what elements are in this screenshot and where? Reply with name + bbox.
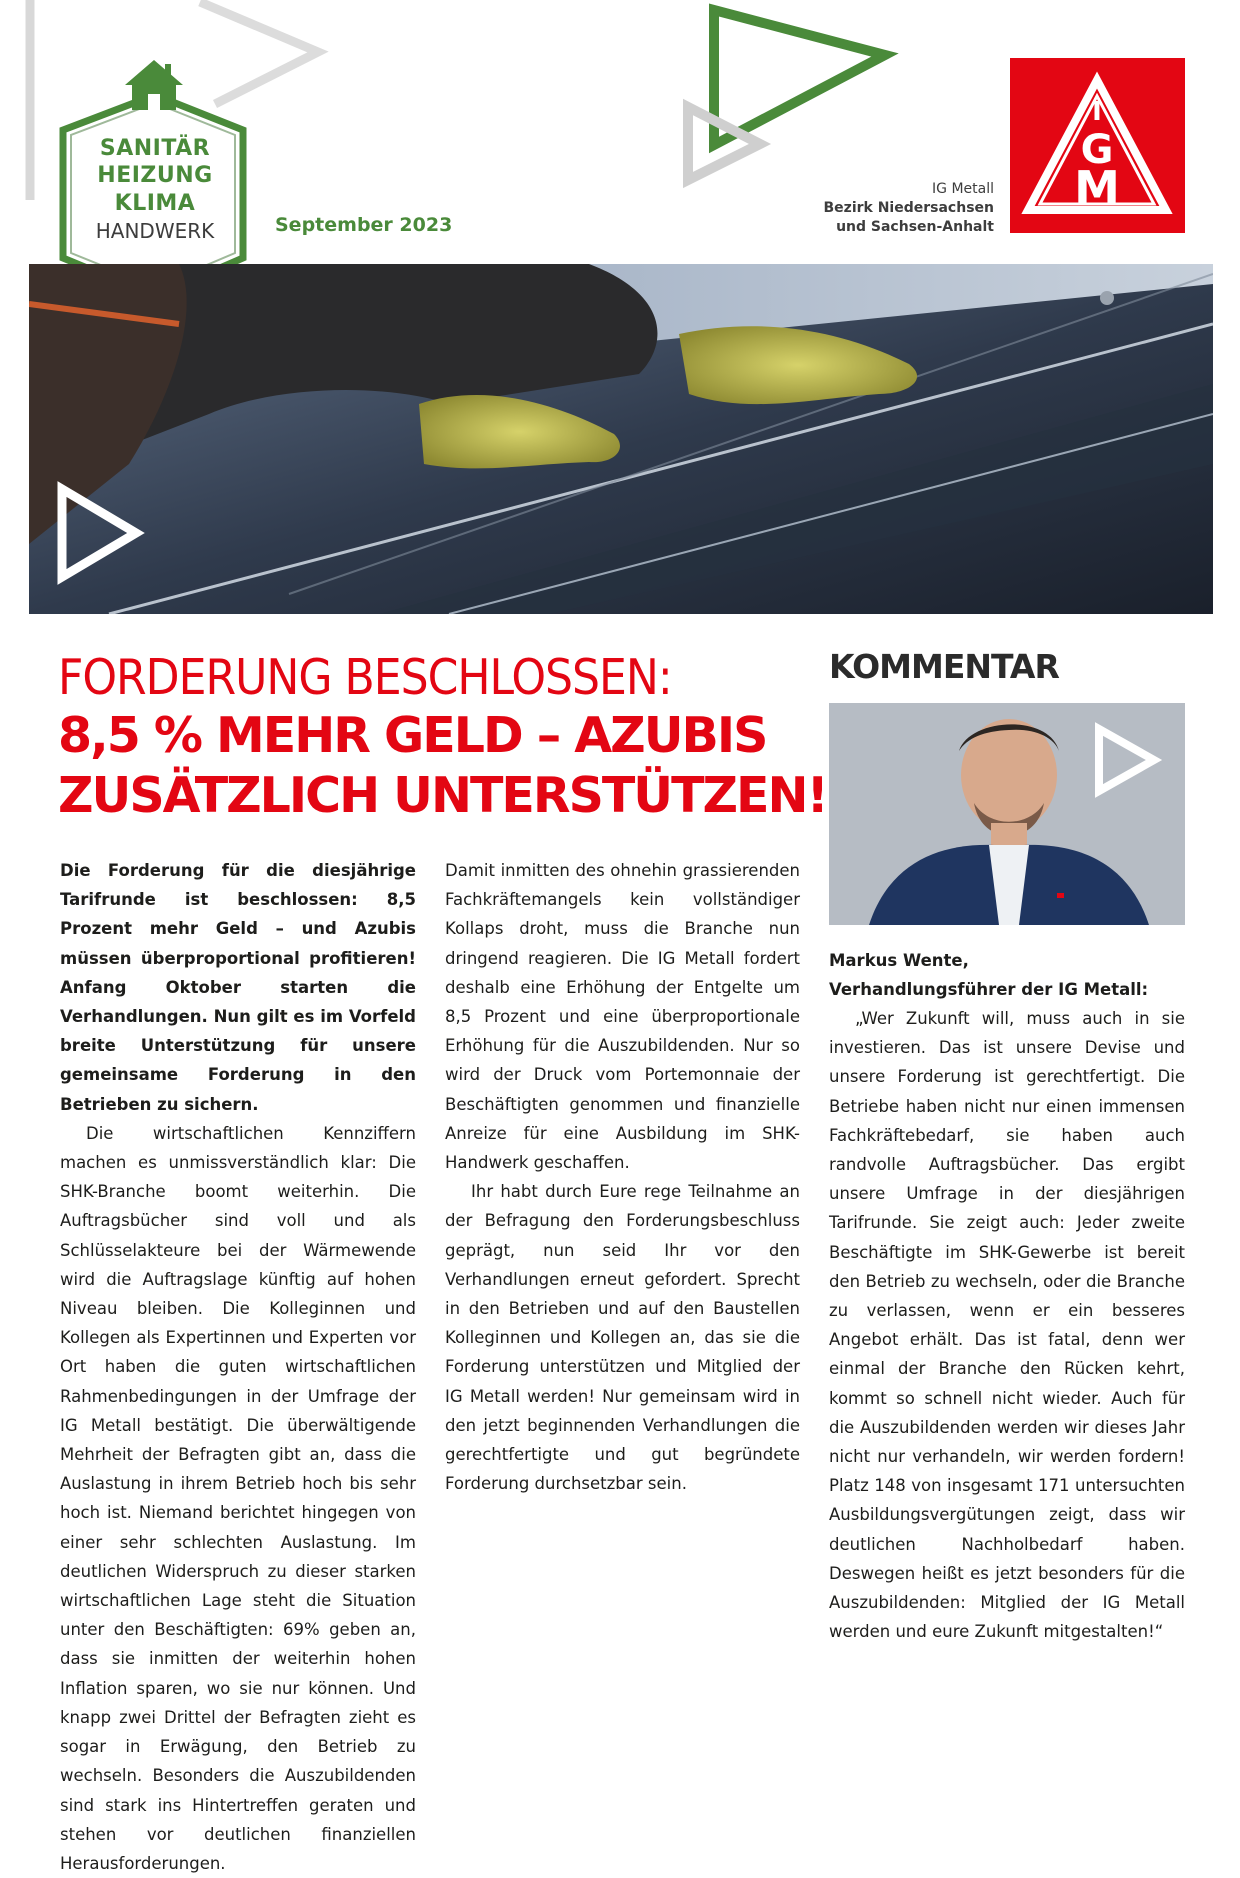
author-portrait-photo xyxy=(829,703,1185,925)
article-paragraph-4: Ihr habt durch Eure rege Teilnahme an der Befragung den Forderungsbeschluss geprägt, nun seid Ihr vor den Verhandlungen erneut gefordert. Sprecht in den Betrieben und auf den Baustellen Kolleginnen und Kollegen an, das sie die Forderung unterstützen und Mitglied der IG Metall werden! Nur gemeinsam wird in den jetzt beginnenden Verhandlungen die gerechtfertigte und gut begründete Forderung durchsetzbar sein. xyxy=(445,1182,800,1494)
igm-letter-i: I xyxy=(1092,97,1102,127)
green-play-arrow-icon xyxy=(714,10,885,145)
article-paragraph-3: Damit inmitten des ohnehin grassierenden Fachkräftemangels kein vollständiger Kollaps droht, muss die Branche nun dringend reagieren. Die IG Metall fordert deshalb eine Erhöhung der Entgelte um 8,5 Prozent und eine überproportionale Erhöhung für die Auszubildenden. Nur so wird der Druck vom Portemonnaie der Beschäftigten genommen und finanzielle Anreize für eine Ausbildung im SHK-Handwerk geschaffen. xyxy=(445,861,800,1173)
article-column-2 xyxy=(445,856,800,1498)
author-name: Markus Wente, xyxy=(829,951,969,970)
org-name: IG Metall xyxy=(932,181,994,197)
org-district-1: Bezirk Niedersachsen xyxy=(823,200,994,216)
article-lead: Die Forderung für die diesjährige Tarifrunde ist beschlossen: 8,5 Prozent mehr Geld – und Azubis müssen überproportional profitieren! Anfang Oktober starten die Verhandlungen. Nun gilt es im Vorfeld breite Unterstützung für unsere gemeinsame Forderung in den Betrieben zu sichern. xyxy=(60,861,416,1114)
article-column-1 xyxy=(60,856,416,1878)
logo-text-heizung: HEIZUNG xyxy=(97,163,213,188)
logo-text-sanitaer: SANITÄR xyxy=(99,136,211,161)
headline-main-line-2: ZUSÄTZLICH UNTERSTÜTZEN! xyxy=(58,767,827,824)
issue-date: September 2023 xyxy=(275,214,453,236)
org-district-2: und Sachsen-Anhalt xyxy=(836,219,994,235)
grey-play-arrow-icon-2 xyxy=(200,2,318,104)
author-role: Verhandlungsführer der IG Metall: xyxy=(829,980,1149,1000)
article-paragraph-2: Die wirtschaftlichen Kennziffern machen es unmissverständlich klar: Die SHK-Branche boomt weiterhin. Die Auftragsbücher sind voll und als Schlüsselakteure bei der Wärmewende wird die Auftragslage künftig auf hohen Niveau bleiben. Die Kolleginnen und Kollegen als Expertinnen und Experten vor Ort haben die guten wirtschaftlichen Rahmenbedingungen in der Umfrage der IG Metall bestätigt. Die überwältigende Mehrheit der Befragten gibt an, dass die Auslastung in ihrem Betrieb hoch bis sehr hoch ist. Niemand berichtet hingegen von einer sehr schlechten Auslastung. Im deutlichen Widerspruch zu dieser starken wirtschaftlichen Lage steht die Situation unter den Beschäftigten: 69% geben an, dass sie inmitten der weiterhin hohen Inflation sparen, wo sie nur können. Und knapp zwei Drittel der Befragten zieht es sogar in Erwägung, den Betrieb zu wechseln. Besonders die Auszubildenden sind stark ins Hintertreffen geraten und stehen vor deutlichen finanziellen Herausforderungen. xyxy=(60,1123,416,1873)
igm-letter-g: G xyxy=(1080,127,1114,173)
hero-photo-solar-panel-installation xyxy=(29,264,1213,614)
logo-text-handwerk: HANDWERK xyxy=(95,219,215,243)
igm-letter-m: M xyxy=(1074,161,1120,215)
igmetall-logo xyxy=(1010,58,1185,233)
house-icon xyxy=(125,60,183,110)
logo-text-klima: KLIMA xyxy=(114,191,196,216)
headline-kicker: FORDERUNG BESCHLOSSEN: xyxy=(58,649,672,706)
org-block xyxy=(824,180,994,237)
headline-main xyxy=(58,706,838,826)
headline-main-line-1: 8,5 % MEHR GELD – AZUBIS xyxy=(58,707,767,764)
comment-quote: „Wer Zukunft will, muss auch in sie investieren. Das ist unsere Devise und unsere Forderung ist gerechtfertigt. Die Betriebe haben nicht nur einen immensen Fachkräftebedarf, sie haben auch randvolle Auftragsbücher. Das ergibt unsere Umfrage in der diesjährigen Tarifrunde. Sie zeigt auch: Jeder zweite Beschäftigte im SHK-Gewerbe ist bereit den Betrieb zu wechseln, oder die Branche zu verlassen, wenn er ein besseres Angebot erhält. Das ist fatal, denn wer einmal der Branche den Rücken kehrt, kommt so schnell nicht wieder. Auch für die Auszubildenden werden wir dieses Jahr nicht nur verhandeln, wir werden fordern! Platz 148 von insgesamt 171 untersuchten Ausbildungsvergütungen zeigt, dass wir deutlichen Nachholbedarf haben. Deswegen heißt es jetzt besonders für die Auszubildenden: Mitglied der IG Metall werden und eure Zukunft mitgestalten!“ xyxy=(829,1009,1185,1642)
comment-title: KOMMENTAR xyxy=(829,647,1059,686)
comment-author xyxy=(829,946,1185,1004)
